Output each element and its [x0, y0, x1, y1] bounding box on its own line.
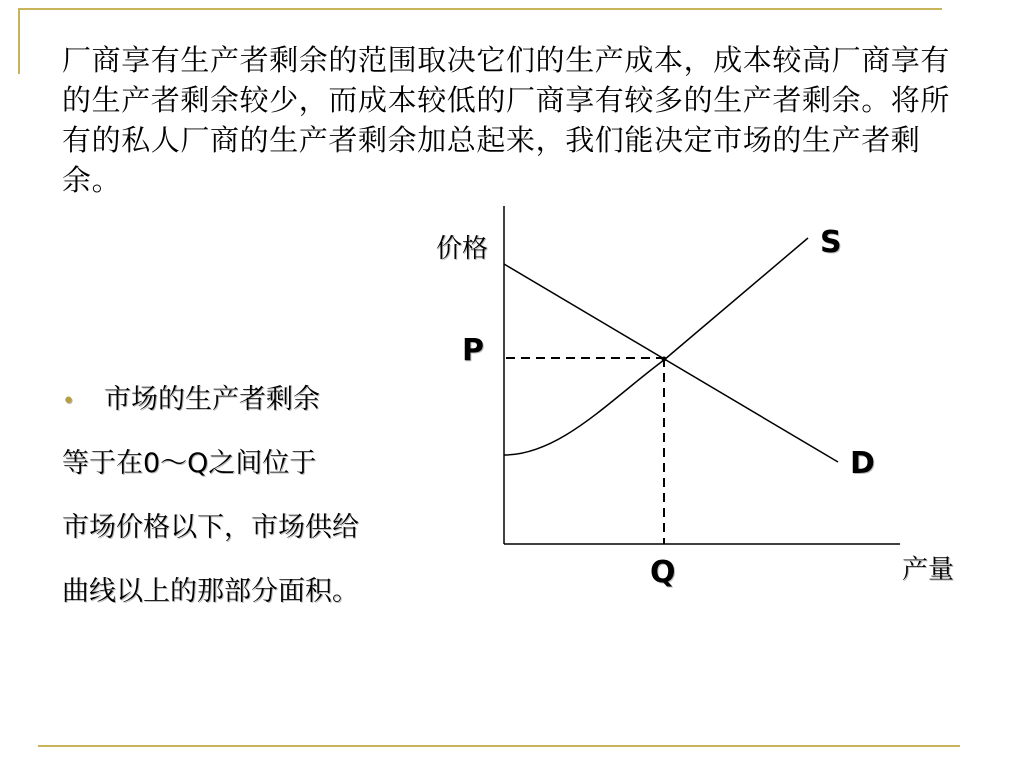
demand-curve [504, 264, 838, 462]
demand-label: D [850, 446, 875, 481]
x-axis-label: 产量 [902, 555, 955, 585]
bullet-line-4: 曲线以上的那部分面积。 [62, 576, 359, 607]
intro-paragraph: 厂商享有生产者剩余的范围取决它们的生产成本，成本较高厂商享有的生产者剩余较少，而成本较低的厂商享有较多的生产者剩余。将所有的私人厂商的生产者剩余加总起来，我们能决定市场的生产者剩余。 [62, 43, 951, 197]
supply-curve [504, 238, 808, 455]
price-label: P [462, 333, 484, 368]
equilibrium-point [662, 357, 667, 362]
bullet-dot-icon: • [62, 389, 75, 414]
bullet-line-1-text: 市场的生产者剩余 [104, 384, 320, 415]
quantity-label: Q [650, 555, 676, 590]
bullet-line-2: 等于在0～Q之间位于 [62, 448, 317, 479]
supply-label: S [820, 225, 842, 260]
y-axis-label: 价格 [436, 234, 489, 264]
bullet-line-3: 市场价格以下，市场供给 [62, 512, 359, 543]
